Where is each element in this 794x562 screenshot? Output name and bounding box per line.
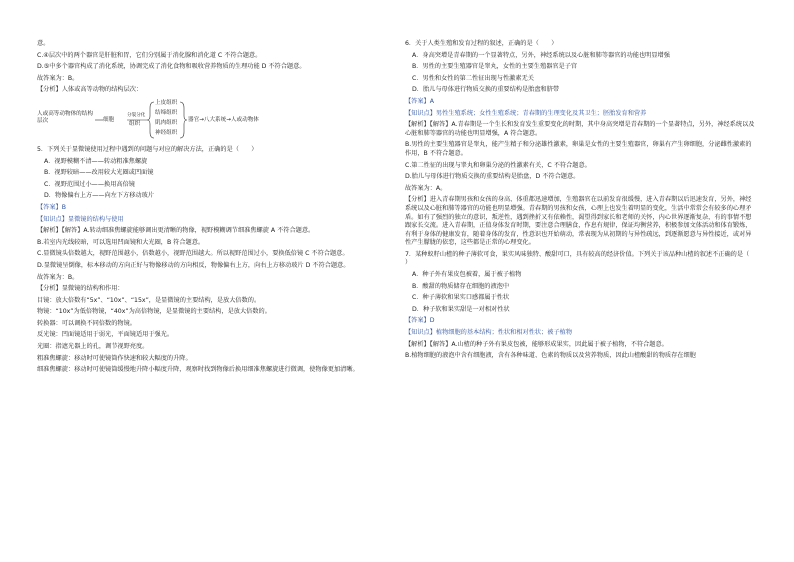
question-6-analysis: C.第二性征的出现与睾丸和卵巢分泌的性激素有关，C 不符合题意。 [405,161,591,169]
question-6-answer: 【答案】A [405,97,434,105]
question-5-knowledge: 【知识点】显微镜的结构与使用 [37,215,124,223]
text-line: 故答案为：B。 [37,74,79,82]
question-5-answer: 【答案】B [37,203,66,211]
question-5-summary: 转换器：可以调换不同倍数的物镜。 [37,319,136,327]
question-6-stem: 6．关于人类生殖和发育过程的叙述，正确的是（ ） [405,40,558,47]
question-6-option-a: A．身高突增是青春期的一个显著特点，另外，神经系统以及心脏和肺等器官的功能也明显增强 [412,51,670,59]
text-line: 意。 [37,40,50,47]
text-line: C.④层次中的两个器官是肝脏和胃，它们分别属于消化腺和消化道 C 不符合题意。 [37,51,262,59]
question-5-summary: 目镜：放大倍数有“5x”、“10x”、“15x”，是显微镜的主要结构，是放大倍数的。 [37,296,261,304]
diagram-chain: 器官→八大系统→人或动物体 [188,116,259,123]
diagram-cell: 细胞 [103,116,115,123]
diagram-tissue-item: 结缔组织 [155,109,178,116]
question-7-option-d: D．种子软和果实甜是一对相对性状 [412,305,510,313]
question-7-analysis: B.植物细胞的液泡中含有细胞液，含有各种味道、色素的物质以及营养物质，因此山楂酸甜的物质存在细胞 [405,352,696,360]
left-column [37,40,391,378]
diagram-tissue-item: 神经组织 [155,129,178,136]
question-6-summary: 【分析】进入青春期男孩和女孩的身高、体重都迅速增加，生殖器官在以前发育很缓慢，进入青春期以后迅速发育，另外，神经系统以及心脏和肺等器官的功能也明显增强。青春期的男孩和女孩，心理上也发生着明显的变化，生活中常常会有较多的心理矛盾。如有了强烈的独立的意识，叛逆性，遇到挫折又有依赖性，渴望得到家长和老师的关怀，内心世界逐渐复杂，有的事情不想跟家长交流。进入青春期，正值身体发育时期，要注意合理膳食，作息有规律，保证均衡营养，积极参加文体活动和体育锻炼，有利于身体的健康发育，随着身体的发育，性意识也开始萌动，常表现为从初期的与异性疏远，到逐渐愿意与异性接近，或对异性产生朦胧的依恋，这些都是正常的心理变化。 [405,196,752,247]
question-5-summary: 反光镜：凹面镜适用于弱光，平面镜适用于强光。 [37,331,174,339]
question-5-option-b: B．视野较暗——改用较大光圈或凹面镜 [44,169,154,177]
question-5-option-a: A．视野模糊不清——转动粗准焦螺旋 [44,157,148,165]
question-6-option-c: C．男性和女性的第二性征出现与性激素无关 [412,74,534,82]
question-5-option-d: D．物像偏右上方——向左下方移动玻片 [44,192,154,200]
diagram-tissue-item: 上皮组织 [155,99,178,106]
right-column [405,40,762,364]
structure-diagram [37,98,391,142]
question-5-analysis: B.若室内光线较暗，可以选用凹面镜和大光圈，B 符合题意。 [37,238,205,246]
question-7-analysis: 【解析】【解答】A.山楂的种子外有果皮包被，能够形成果实，因此属于被子植物，不符合题意。 [405,340,668,348]
question-7-option-c: C．种子薄软和果实口感都属于性状 [412,294,510,302]
question-6-analysis: 【解析】【解答】A.青春期是一个生长和发育发生重要变化的时期，其中身高突增是青春期的一个显著特点，另外，神经系统以及心脏和肺等器官的功能也明显增强，A 符合题意。 [405,121,755,137]
question-5-analysis: 故答案为：B。 [37,273,79,281]
question-5-summary: 粗准焦螺旋：移动时可使镜筒作快速和较大幅度的升降。 [37,354,192,362]
diagram-tissue: 组织 [129,120,141,127]
analysis-heading: 【分析】人体或高等动物的结构层次： [37,86,143,94]
question-7-option-a: A．种子外有果皮包被着，属于被子植物 [412,271,522,279]
question-5-analysis: C.显微镜头倍数越大，视野范围越小，倍数越小，视野范围越大。所以视野范围过小，要换低倍镜 C 不符合题意。 [37,250,349,258]
diagram-tissue-item: 肌肉组织 [155,119,178,126]
diagram-process: 分裂分化 [127,112,146,118]
question-6-analysis: B.男性的主要生殖器官是睾丸，能产生精子和分泌雄性激素，卵巢是女性的主要生殖器官，卵巢有产生卵细胞，分泌雌性激素的作用，B 不符合题意。 [405,141,752,157]
question-5-stem: 5．下列关于显微镜使用过程中遇到的问题与对应的解决方法，正确的是（ ） [37,145,258,153]
diagram-subject: 人或高等动物体的结构层次 [37,110,93,124]
question-7-knowledge: 【知识点】植物细胞的基本结构；性状和相对性状；被子植物 [405,329,573,337]
text-line: D.⑤中多个器官构成了消化系统，协调完成了消化食物和吸收营养物质的生理功能 D 不符合题意。 [37,63,306,71]
question-5-summary: 光圈：指遮光器上的孔，调节视野亮度。 [37,343,149,351]
question-6-option-b: B．男性的主要生殖器官是睾丸，女性的主要生殖器官是子宫 [412,63,578,71]
question-5-analysis: D.显微镜呈倒像，标本移动的方向正好与物像移动的方向相反，物像偏右上方，向右上方移动玻片 D 不符合题意。 [37,261,350,269]
question-7-option-b: B．酸甜的物质储存在细胞的液泡中 [412,282,510,290]
question-5-analysis: 【解析】【解答】A.转动细准焦螺旋能够调出更清晰的物像，视野模糊调节细准焦螺旋 A 不符合题意。 [37,227,315,235]
question-5-summary: 物镜：“10x”为低倍物镜，“40x”为高倍物镜，是显微镜的主要结构，是放大倍数的。 [37,308,271,316]
question-5-option-c: C．视野范围过小——换用高倍镜 [44,180,135,188]
question-7-stem: 7．某种蚁籽山楂的种子薄软可食，果实风味独特、酸甜可口，具有较高的经济价值。下列关于该品种山楂的叙述不正确的是（ ） [405,250,762,267]
question-6-option-d: D．胎儿与母体进行物质交换的重要结构是胎盘和脐带 [412,86,560,94]
question-5-summary: 【分析】显微镜的结构和作用： [37,285,124,293]
question-6-analysis: D.胎儿与母体进行物质交换的重要结构是胎盘，D 不符合题意。 [405,173,580,181]
question-5-summary: 细准焦螺旋：移动时可使镜筒缓慢地升降小幅度升降，观察时找到物像后换用细准焦螺旋进行微调，使物像更加清晰。 [37,366,359,374]
question-6-analysis: 故答案为：A。 [405,184,447,192]
question-6-knowledge: 【知识点】男性生殖系统；女性生殖系统；青春期的生理变化及其卫生；胚胎发育和营养 [405,109,647,117]
question-7-answer: 【答案】D [405,317,435,325]
